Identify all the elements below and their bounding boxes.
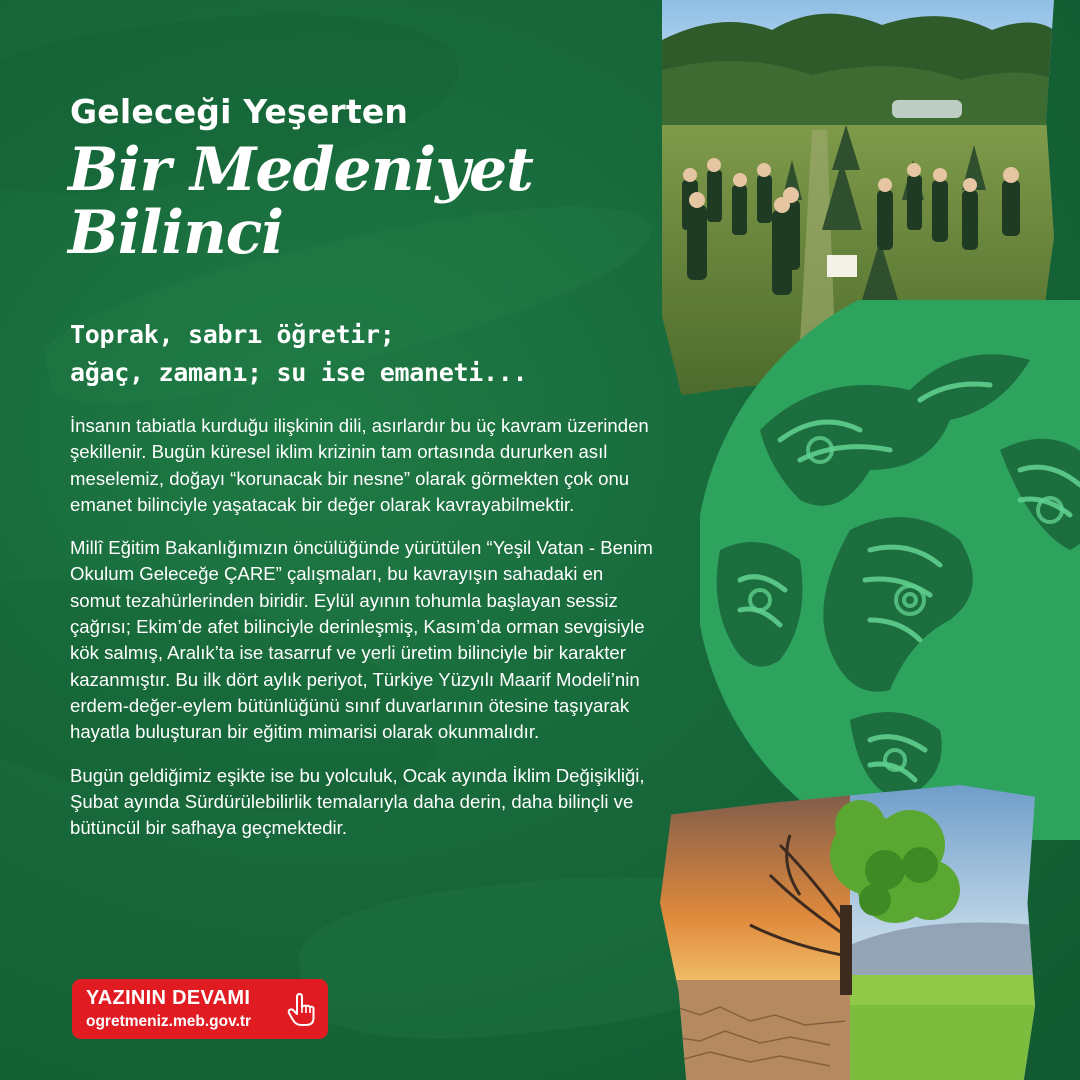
green-tree-drought-contrast-photo [660, 785, 1035, 1080]
headline-main: Bir Medeniyet Bilinci [68, 135, 533, 268]
headline-top: Geleceği Yeşerten [70, 92, 409, 131]
paragraph-3: Bugün geldiğimiz eşikte ise bu yolculuk, Ocak ayında İklim Değişikliği, Şubat ayında Sürdürülebilirlik temalarıyla daha derin, daha bilinçli ve bütüncül bir safhaya geçmektedir. [70, 764, 645, 839]
subtitle-line-2: ağaç, zamanı; su ise emaneti... [70, 358, 528, 387]
subtitle [70, 316, 650, 392]
paragraph-1: İnsanın tabiatla kurduğu ilişkinin dili, asırlardır bu üç kavram üzerinden şekillenir. Bugün küresel iklim krizinin tam ortasında dururken asıl meselemiz, doğayı “korunacak bir nesne” olarak görmekten çok onu emanet bilinciyle yaşatacak bir değer olarak kavrayabilmektir. [70, 415, 649, 515]
subtitle-line-1: Toprak, sabrı öğretir; [70, 320, 395, 349]
cta-url: ogretmeniz.meb.gov.tr [86, 1013, 252, 1030]
world-globe-illustration [700, 300, 1080, 840]
cta-title: YAZININ DEVAMI [86, 987, 251, 1009]
photo-graphic [660, 785, 1035, 1080]
paragraph-2: Millî Eğitim Bakanlığımızın öncülüğünde yürütülen “Yeşil Vatan - Benim Okulum Geleceğe ÇARE” çalışmaları, bu kavrayışın sahadaki en somut tezahürlerinden biridir. Eylül ayının tohumla başlayan sessiz çağrısı; Ekim’de afet bilinciyle derinleşmiş, Kasım’da orman sevgisiyle kök salmış, Aralık’ta ise tasarruf ve yerli üretim bilinciyle bir karakter kazanmıştır. Bu ilk dört aylık periyot, Türkiye Yüzyılı Maarif Modeli’nin erdem-değer-eylem bütünlüğünü sınıf duvarlarının ötesine taşıyarak hayatla buluşturan bir eğitim mimarisi olarak okunmalıdır. [70, 537, 653, 743]
article-body [70, 413, 655, 858]
headline-block [68, 92, 660, 268]
pointer-hand-icon [286, 993, 316, 1027]
read-more-button[interactable] [72, 979, 328, 1039]
